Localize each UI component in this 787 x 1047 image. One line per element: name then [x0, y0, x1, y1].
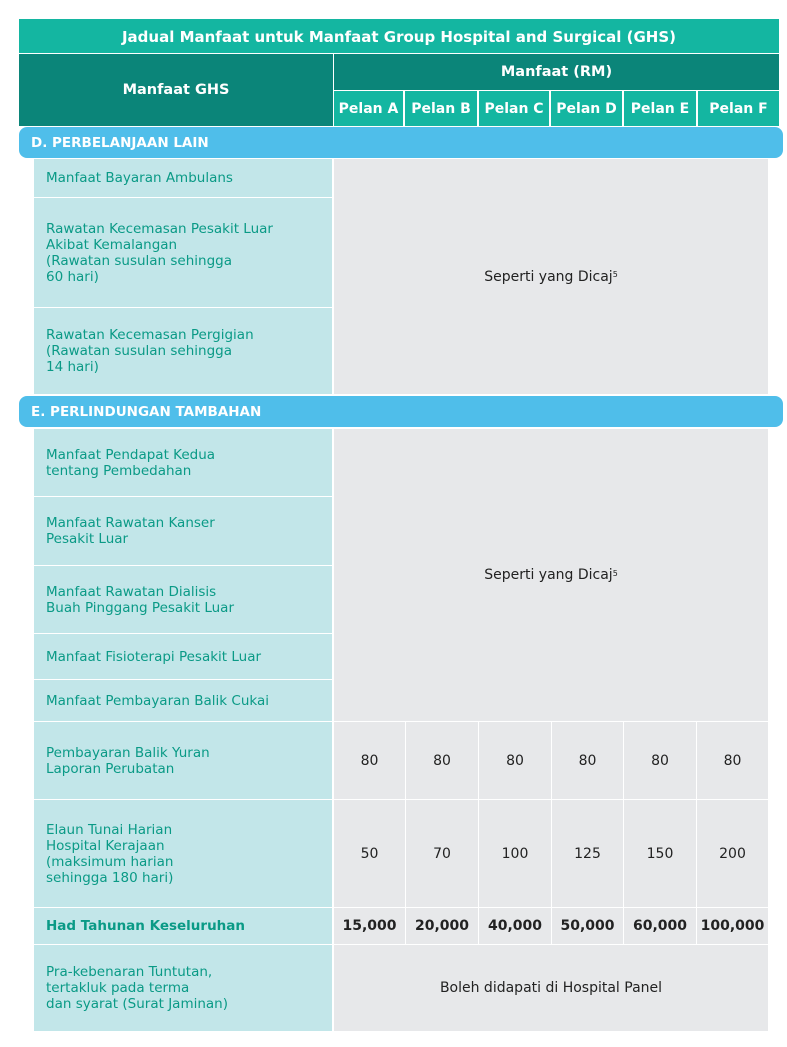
merged-value-e-text: Seperti yang Dicaj	[484, 567, 613, 583]
plan-header-e: Pelan E	[624, 91, 696, 126]
merged-value-d-text: Seperti yang Dicaj	[484, 268, 613, 285]
value-cell: 70	[406, 800, 478, 907]
value-cell: 80	[624, 722, 696, 799]
benefit-label-laporan: Pembayaran Balik Yuran Laporan Perubatan	[34, 722, 332, 799]
column-header-manfaat-ghs: Manfaat GHS	[19, 54, 333, 126]
value-cell: 200	[697, 800, 768, 907]
benefit-label-cukai: Manfaat Pembayaran Balik Cukai	[34, 680, 332, 721]
benefit-label-ambulans: Manfaat Bayaran Ambulans	[34, 159, 332, 197]
merged-value-e	[334, 429, 768, 721]
benefit-label-kecemasan-luar: Rawatan Kecemasan Pesakit Luar Akibat Kemalangan (Rawatan susulan sehingga 60 hari)	[34, 198, 332, 307]
plan-header-d: Pelan D	[551, 91, 622, 126]
footnote-ref: 5	[612, 568, 618, 578]
plan-header-c: Pelan C	[479, 91, 549, 126]
merged-value-d	[334, 159, 768, 394]
value-cell: 125	[552, 800, 623, 907]
value-cell: 80	[334, 722, 405, 799]
value-cell: 40,000	[479, 908, 551, 944]
value-cell: 150	[624, 800, 696, 907]
value-cell: 100	[479, 800, 551, 907]
benefit-label-dialisis: Manfaat Rawatan Dialisis Buah Pinggang Pesakit Luar	[34, 566, 332, 633]
value-cell: 15,000	[334, 908, 405, 944]
section-header-d: D. PERBELANJAAN LAIN	[19, 127, 783, 158]
value-cell: 80	[697, 722, 768, 799]
benefit-label-pendapat-kedua: Manfaat Pendapat Kedua tentang Pembedahan	[34, 429, 332, 496]
value-cell: 80	[552, 722, 623, 799]
section-header-e: E. PERLINDUNGAN TAMBAHAN	[19, 396, 783, 427]
value-cell: 60,000	[624, 908, 696, 944]
benefit-label-elaun: Elaun Tunai Harian Hospital Kerajaan (maksimum harian sehingga 180 hari)	[34, 800, 332, 907]
value-cell: 80	[406, 722, 478, 799]
plan-header-b: Pelan B	[405, 91, 477, 126]
footnote-ref: 5	[612, 270, 618, 279]
plan-header-a: Pelan A	[334, 91, 403, 126]
benefit-label-had-tahunan: Had Tahunan Keseluruhan	[34, 908, 332, 944]
value-cell: 20,000	[406, 908, 478, 944]
benefit-label-fisioterapi: Manfaat Fisioterapi Pesakit Luar	[34, 634, 332, 679]
benefit-label-pergigian: Rawatan Kecemasan Pergigian (Rawatan susulan sehingga 14 hari)	[34, 308, 332, 394]
value-cell: 80	[479, 722, 551, 799]
value-cell: 50	[334, 800, 405, 907]
value-cell: 100,000	[697, 908, 768, 944]
plan-header-f: Pelan F	[698, 91, 779, 126]
table-title: Jadual Manfaat untuk Manfaat Group Hospital and Surgical (GHS)	[19, 19, 779, 53]
benefit-label-kanser: Manfaat Rawatan Kanser Pesakit Luar	[34, 497, 332, 565]
value-cell: 50,000	[552, 908, 623, 944]
pra-kebenaran-value: Boleh didapati di Hospital Panel	[334, 945, 768, 1031]
column-header-manfaat-rm: Manfaat (RM)	[334, 54, 779, 90]
benefit-label-pra-kebenaran: Pra-kebenaran Tuntutan, tertakluk pada terma dan syarat (Surat Jaminan)	[34, 945, 332, 1031]
